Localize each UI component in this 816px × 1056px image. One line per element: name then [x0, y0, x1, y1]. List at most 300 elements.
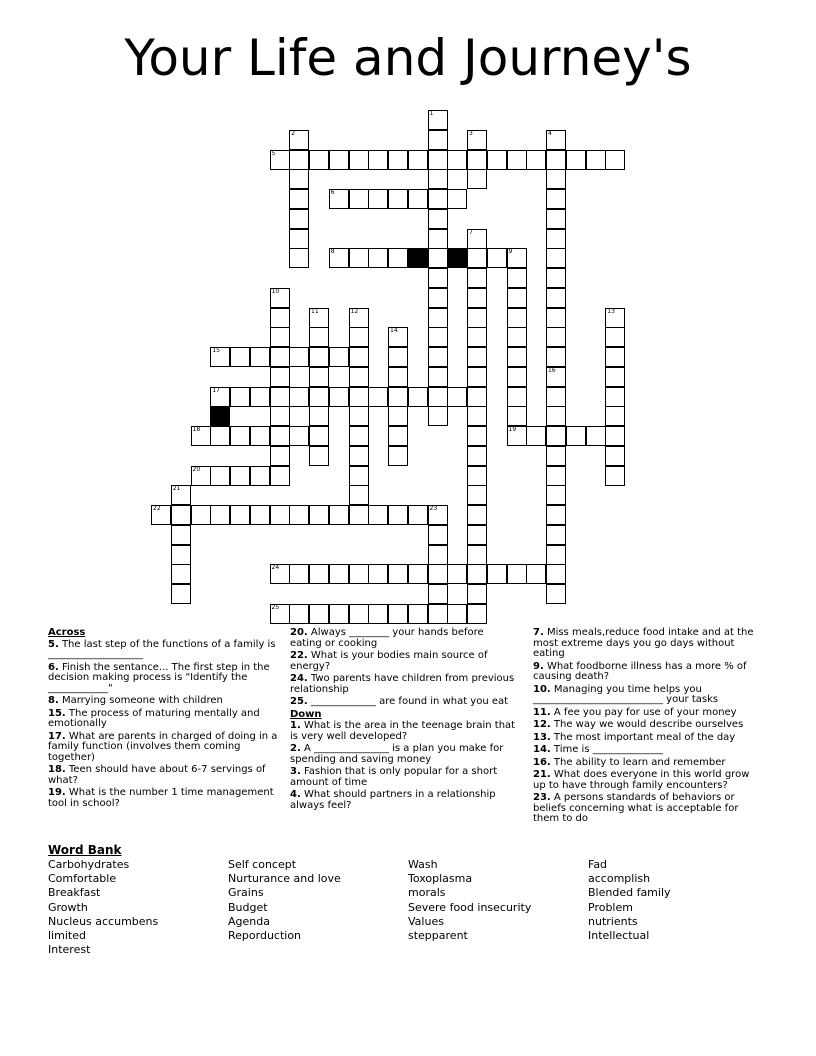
- grid-cell[interactable]: [546, 584, 566, 604]
- grid-cell[interactable]: [270, 604, 290, 624]
- grid-cell[interactable]: [250, 505, 270, 525]
- grid-cell[interactable]: [171, 485, 191, 505]
- clue-number: 20: [192, 465, 201, 473]
- grid-cell[interactable]: [428, 584, 448, 604]
- grid-cell[interactable]: [467, 169, 487, 189]
- word-bank-item: Growth: [48, 900, 88, 914]
- grid-cell[interactable]: [487, 248, 507, 268]
- grid-cell[interactable]: [428, 209, 448, 229]
- grid-cell[interactable]: [428, 150, 448, 170]
- grid-cell[interactable]: [289, 150, 309, 170]
- grid-cell[interactable]: [467, 485, 487, 505]
- grid-cell[interactable]: [526, 564, 546, 584]
- grid-cell[interactable]: [368, 387, 388, 407]
- grid-cell[interactable]: [408, 387, 428, 407]
- grid-cell[interactable]: [467, 525, 487, 545]
- grid-cell[interactable]: [428, 367, 448, 387]
- grid-cell[interactable]: [467, 406, 487, 426]
- grid-cell[interactable]: [171, 525, 191, 545]
- grid-cell[interactable]: [526, 150, 546, 170]
- grid-cell[interactable]: [546, 564, 566, 584]
- grid-cell[interactable]: [309, 367, 329, 387]
- clue-text: Miss meals,reduce food intake and at the most extreme days you go days without eating: [533, 627, 754, 659]
- grid-cell[interactable]: [507, 367, 527, 387]
- grid-cell[interactable]: [467, 347, 487, 367]
- grid-cell[interactable]: [329, 248, 349, 268]
- grid-cell[interactable]: [428, 545, 448, 565]
- grid-cell[interactable]: [349, 406, 369, 426]
- grid-cell[interactable]: [605, 347, 625, 367]
- down-clue: [533, 720, 765, 731]
- grid-cell[interactable]: [289, 564, 309, 584]
- grid-cell[interactable]: [230, 505, 250, 525]
- clue-number: 9: [508, 248, 513, 256]
- clue-number: 23: [429, 505, 438, 512]
- clue-number-label: 14.: [533, 744, 551, 755]
- word-bank-item: morals: [408, 886, 446, 900]
- clue-number: 18: [192, 426, 201, 433]
- across-clue: [48, 663, 280, 695]
- across-clue: [48, 765, 280, 786]
- grid-cell[interactable]: [428, 169, 448, 189]
- grid-cell[interactable]: [526, 426, 546, 446]
- grid-cell[interactable]: [467, 308, 487, 328]
- grid-cell[interactable]: [329, 564, 349, 584]
- grid-cell[interactable]: [349, 466, 369, 486]
- grid-cell[interactable]: [349, 505, 369, 525]
- clue-text: What is the number 1 time management tool in school?: [48, 787, 274, 809]
- across-clue: [48, 696, 280, 707]
- grid-cell[interactable]: [388, 327, 408, 347]
- grid-cell[interactable]: [467, 446, 487, 466]
- grid-cell[interactable]: [270, 308, 290, 328]
- grid-cell[interactable]: [289, 130, 309, 150]
- grid-cell[interactable]: [250, 466, 270, 486]
- grid-cell[interactable]: [289, 209, 309, 229]
- grid-cell[interactable]: [349, 426, 369, 446]
- grid-cell[interactable]: [546, 485, 566, 505]
- grid-cell[interactable]: [566, 426, 586, 446]
- grid-cell[interactable]: [210, 505, 230, 525]
- grid-cell[interactable]: [329, 189, 349, 209]
- grid-cell[interactable]: [605, 446, 625, 466]
- clue-number: 19: [508, 426, 517, 433]
- word-bank-item: Grains: [228, 886, 264, 900]
- grid-cell[interactable]: [329, 347, 349, 367]
- clue-text: Managing you time helps you __________________________ your tasks: [533, 683, 719, 705]
- grid-cell[interactable]: [250, 426, 270, 446]
- grid-cell[interactable]: [507, 327, 527, 347]
- word-bank-item: Breakfast: [48, 886, 101, 900]
- grid-cell[interactable]: [151, 505, 171, 525]
- grid-cell[interactable]: [191, 505, 211, 525]
- word-bank-item: Fad: [588, 858, 608, 871]
- grid-cell[interactable]: [309, 387, 329, 407]
- grid-cell[interactable]: [349, 485, 369, 505]
- grid-cell[interactable]: [309, 406, 329, 426]
- grid-cell[interactable]: [428, 604, 448, 624]
- grid-cell[interactable]: [408, 189, 428, 209]
- grid-cell[interactable]: [546, 229, 566, 249]
- grid-cell[interactable]: [586, 426, 606, 446]
- grid-cell[interactable]: [546, 130, 566, 150]
- word-bank-item: Nucleus accumbens: [48, 914, 159, 928]
- grid-cell[interactable]: [586, 150, 606, 170]
- clue-text: The ability to learn and remember: [550, 756, 726, 768]
- word-bank-item: Comfortable: [48, 872, 117, 886]
- grid-cell[interactable]: [467, 367, 487, 387]
- grid-cell[interactable]: [447, 564, 467, 584]
- grid-cell[interactable]: [507, 268, 527, 288]
- clue-number-label: 24.: [290, 673, 308, 684]
- grid-cell[interactable]: [388, 604, 408, 624]
- word-bank-item: Budget: [228, 900, 268, 914]
- grid-cell[interactable]: [605, 327, 625, 347]
- grid-cell[interactable]: [289, 248, 309, 268]
- grid-cell[interactable]: [388, 446, 408, 466]
- across-clue: [290, 628, 516, 649]
- grid-cell[interactable]: [428, 505, 448, 525]
- grid-cell[interactable]: [329, 387, 349, 407]
- grid-cell[interactable]: [546, 387, 566, 407]
- grid-cell[interactable]: [171, 505, 191, 525]
- grid-cell[interactable]: [270, 288, 290, 308]
- grid-cell[interactable]: [230, 426, 250, 446]
- grid-cell[interactable]: [487, 150, 507, 170]
- grid-cell[interactable]: [546, 545, 566, 565]
- grid-cell[interactable]: [507, 308, 527, 328]
- grid-cell[interactable]: [408, 505, 428, 525]
- blocked-cell: [408, 248, 428, 268]
- clue-number-label: 25.: [290, 696, 308, 707]
- grid-cell[interactable]: [507, 406, 527, 426]
- grid-cell[interactable]: [428, 110, 448, 130]
- grid-cell[interactable]: [546, 189, 566, 209]
- grid-cell[interactable]: [546, 426, 566, 446]
- clue-text: Fashion that is only popular for a short amount of time: [290, 766, 498, 788]
- clue-text: Always ________ your hands before eating or cooking: [290, 627, 484, 649]
- word-bank-item: Self concept: [228, 858, 297, 871]
- grid-cell[interactable]: [605, 466, 625, 486]
- grid-cell[interactable]: [408, 604, 428, 624]
- grid-cell[interactable]: [408, 564, 428, 584]
- grid-cell[interactable]: [309, 604, 329, 624]
- clue-number-label: 6.: [48, 661, 59, 673]
- grid-cell[interactable]: [467, 564, 487, 584]
- clue-number: 17: [212, 386, 220, 394]
- clue-text: Marrying someone with children: [58, 695, 223, 706]
- grid-cell[interactable]: [388, 367, 408, 387]
- grid-cell[interactable]: [546, 446, 566, 466]
- clue-number-label: 17.: [48, 730, 66, 742]
- clue-text: A persons standards of behaviors or beliefs concerning what is acceptable for them to do: [533, 792, 739, 824]
- grid-cell[interactable]: [349, 387, 369, 407]
- grid-cell[interactable]: [467, 466, 487, 486]
- clue-number: 15: [212, 347, 220, 354]
- clue-text: A fee you pay for use of your money: [550, 706, 737, 718]
- word-bank-item: Problem: [588, 900, 633, 914]
- across-clue: [290, 697, 516, 708]
- clue-text: Time is ______________: [550, 744, 663, 755]
- grid-cell[interactable]: [289, 604, 309, 624]
- grid-cell[interactable]: [467, 229, 487, 249]
- grid-cell[interactable]: [388, 248, 408, 268]
- word-bank-item: Blended family: [588, 886, 671, 900]
- down-clue: [533, 745, 765, 756]
- clue-number: 12: [350, 307, 359, 315]
- grid-cell[interactable]: [368, 189, 388, 209]
- grid-cell[interactable]: [309, 308, 329, 328]
- grid-cell[interactable]: [289, 505, 309, 525]
- word-bank-item: accomplish: [588, 872, 651, 886]
- word-bank-item: Agenda: [228, 914, 270, 928]
- grid-cell[interactable]: [507, 347, 527, 367]
- grid-cell[interactable]: [270, 426, 290, 446]
- grid-cell[interactable]: [546, 367, 566, 387]
- grid-cell[interactable]: [210, 466, 230, 486]
- grid-cell[interactable]: [428, 525, 448, 545]
- grid-cell[interactable]: [270, 347, 290, 367]
- grid-cell[interactable]: [546, 347, 566, 367]
- grid-cell[interactable]: [230, 387, 250, 407]
- clue-text: The way we would describe ourselves: [550, 719, 744, 730]
- word-bank-title: Word Bank: [48, 843, 122, 857]
- blocked-cell: [447, 248, 467, 268]
- grid-cell[interactable]: [467, 130, 487, 150]
- grid-cell[interactable]: [368, 150, 388, 170]
- clue-text: Two parents have children from previous relationship: [290, 673, 515, 695]
- clue-number: 7: [469, 228, 473, 236]
- grid-cell[interactable]: [605, 387, 625, 407]
- grid-cell[interactable]: [428, 248, 448, 268]
- grid-cell[interactable]: [349, 347, 369, 367]
- word-bank-item: stepparent: [408, 929, 468, 942]
- grid-cell[interactable]: [428, 189, 448, 209]
- grid-cell[interactable]: [467, 426, 487, 446]
- grid-cell[interactable]: [388, 426, 408, 446]
- grid-cell[interactable]: [546, 466, 566, 486]
- grid-cell[interactable]: [250, 387, 270, 407]
- grid-cell[interactable]: [605, 150, 625, 170]
- grid-cell[interactable]: [546, 248, 566, 268]
- grid-cell[interactable]: [270, 446, 290, 466]
- down-clue: [533, 770, 765, 791]
- grid-cell[interactable]: [447, 189, 467, 209]
- grid-cell[interactable]: [507, 288, 527, 308]
- across-clue: [290, 651, 516, 672]
- grid-cell[interactable]: [191, 466, 211, 486]
- grid-cell[interactable]: [428, 406, 448, 426]
- grid-cell[interactable]: [507, 387, 527, 407]
- grid-cell[interactable]: [230, 466, 250, 486]
- grid-cell[interactable]: [507, 248, 527, 268]
- grid-cell[interactable]: [368, 248, 388, 268]
- grid-cell[interactable]: [447, 604, 467, 624]
- grid-cell[interactable]: [467, 604, 487, 624]
- clue-number: 1: [429, 110, 434, 117]
- grid-cell[interactable]: [309, 150, 329, 170]
- grid-cell[interactable]: [605, 406, 625, 426]
- grid-cell[interactable]: [546, 406, 566, 426]
- clue-number-label: 9.: [533, 660, 544, 672]
- grid-cell[interactable]: [428, 229, 448, 249]
- grid-cell[interactable]: [546, 308, 566, 328]
- grid-cell[interactable]: [388, 387, 408, 407]
- grid-cell[interactable]: [388, 505, 408, 525]
- clue-number: 8: [330, 248, 335, 256]
- grid-cell[interactable]: [368, 505, 388, 525]
- clue-text: The most important meal of the day: [550, 731, 736, 743]
- grid-cell[interactable]: [309, 505, 329, 525]
- grid-cell[interactable]: [270, 367, 290, 387]
- across-clue: [48, 640, 280, 661]
- grid-cell[interactable]: [368, 604, 388, 624]
- grid-cell[interactable]: [309, 426, 329, 446]
- grid-cell[interactable]: [428, 347, 448, 367]
- grid-cell[interactable]: [349, 248, 369, 268]
- grid-cell[interactable]: [171, 564, 191, 584]
- grid-cell[interactable]: [546, 288, 566, 308]
- clue-number-label: 5.: [48, 638, 59, 650]
- grid-cell[interactable]: [270, 406, 290, 426]
- word-bank-item: Wash: [408, 858, 438, 871]
- grid-cell[interactable]: [447, 387, 467, 407]
- grid-cell[interactable]: [349, 308, 369, 328]
- grid-cell[interactable]: [487, 564, 507, 584]
- grid-cell[interactable]: [270, 564, 290, 584]
- down-header: Down: [290, 708, 322, 720]
- word-bank-item: Severe food insecurity: [408, 900, 532, 914]
- across-clue: [48, 732, 280, 764]
- grid-cell[interactable]: [349, 189, 369, 209]
- grid-cell[interactable]: [250, 347, 270, 367]
- grid-cell[interactable]: [447, 150, 467, 170]
- grid-cell[interactable]: [467, 288, 487, 308]
- down-clue: [533, 708, 765, 719]
- clue-number: 6: [330, 189, 335, 196]
- grid-cell[interactable]: [428, 327, 448, 347]
- word-bank-item: Reporduction: [228, 929, 302, 942]
- grid-cell[interactable]: [309, 446, 329, 466]
- grid-cell[interactable]: [210, 387, 230, 407]
- grid-cell[interactable]: [289, 229, 309, 249]
- grid-cell[interactable]: [349, 446, 369, 466]
- grid-cell[interactable]: [270, 505, 290, 525]
- grid-cell[interactable]: [289, 189, 309, 209]
- grid-cell[interactable]: [171, 584, 191, 604]
- grid-cell[interactable]: [388, 406, 408, 426]
- clues-column-1: [48, 628, 280, 811]
- grid-cell[interactable]: [428, 130, 448, 150]
- grid-cell[interactable]: [309, 347, 329, 367]
- grid-cell[interactable]: [309, 327, 329, 347]
- down-clue: [533, 685, 765, 706]
- grid-cell[interactable]: [289, 169, 309, 189]
- grid-cell[interactable]: [507, 564, 527, 584]
- grid-cell[interactable]: [428, 564, 448, 584]
- grid-cell[interactable]: [388, 347, 408, 367]
- grid-cell[interactable]: [605, 367, 625, 387]
- grid-cell[interactable]: [605, 308, 625, 328]
- clue-number: 21: [172, 485, 181, 493]
- grid-cell[interactable]: [428, 387, 448, 407]
- grid-cell[interactable]: [467, 150, 487, 170]
- grid-cell[interactable]: [546, 209, 566, 229]
- grid-cell[interactable]: [566, 150, 586, 170]
- grid-cell[interactable]: [546, 169, 566, 189]
- clue-number-label: 11.: [533, 706, 551, 718]
- clue-number-label: 2.: [290, 743, 301, 754]
- grid-cell[interactable]: [309, 564, 329, 584]
- grid-cell[interactable]: [270, 150, 290, 170]
- grid-cell[interactable]: [191, 426, 211, 446]
- grid-cell[interactable]: [507, 426, 527, 446]
- grid-cell[interactable]: [270, 466, 290, 486]
- grid-cell[interactable]: [467, 387, 487, 407]
- grid-cell[interactable]: [467, 268, 487, 288]
- down-clue: [533, 758, 765, 769]
- grid-cell[interactable]: [428, 288, 448, 308]
- grid-cell[interactable]: [428, 268, 448, 288]
- grid-cell[interactable]: [329, 150, 349, 170]
- grid-cell[interactable]: [546, 505, 566, 525]
- grid-cell[interactable]: [467, 248, 487, 268]
- grid-cell[interactable]: [388, 189, 408, 209]
- grid-cell[interactable]: [210, 426, 230, 446]
- grid-cell[interactable]: [349, 150, 369, 170]
- grid-cell[interactable]: [171, 545, 191, 565]
- grid-cell[interactable]: [349, 327, 369, 347]
- grid-cell[interactable]: [428, 308, 448, 328]
- grid-cell[interactable]: [546, 268, 566, 288]
- grid-cell[interactable]: [546, 327, 566, 347]
- grid-cell[interactable]: [467, 505, 487, 525]
- clue-number: 14: [390, 327, 398, 335]
- grid-cell[interactable]: [230, 347, 250, 367]
- grid-cell[interactable]: [329, 505, 349, 525]
- grid-cell[interactable]: [467, 584, 487, 604]
- clue-number-label: 15.: [48, 707, 66, 719]
- grid-cell[interactable]: [408, 150, 428, 170]
- grid-cell[interactable]: [546, 150, 566, 170]
- grid-cell[interactable]: [210, 347, 230, 367]
- clue-text: What foodborne illness has a more % of causing death?: [533, 660, 747, 682]
- grid-cell[interactable]: [467, 327, 487, 347]
- word-bank-item: Intellectual: [588, 929, 650, 942]
- clue-number: 13: [607, 307, 615, 315]
- down-clue: [290, 767, 516, 788]
- grid-cell[interactable]: [289, 426, 309, 446]
- clue-number-label: 21.: [533, 769, 551, 780]
- word-bank-list: [48, 858, 768, 978]
- grid-cell[interactable]: [329, 604, 349, 624]
- grid-cell[interactable]: [270, 387, 290, 407]
- grid-cell[interactable]: [349, 367, 369, 387]
- grid-cell[interactable]: [289, 387, 309, 407]
- grid-cell[interactable]: [467, 545, 487, 565]
- grid-cell[interactable]: [368, 564, 388, 584]
- grid-cell[interactable]: [349, 604, 369, 624]
- grid-cell[interactable]: [605, 426, 625, 446]
- grid-cell[interactable]: [388, 564, 408, 584]
- clues-column-3: [533, 628, 765, 827]
- grid-cell[interactable]: [546, 525, 566, 545]
- grid-cell[interactable]: [289, 347, 309, 367]
- grid-cell[interactable]: [349, 564, 369, 584]
- grid-cell[interactable]: [507, 150, 527, 170]
- grid-cell[interactable]: [270, 327, 290, 347]
- grid-cell[interactable]: [388, 150, 408, 170]
